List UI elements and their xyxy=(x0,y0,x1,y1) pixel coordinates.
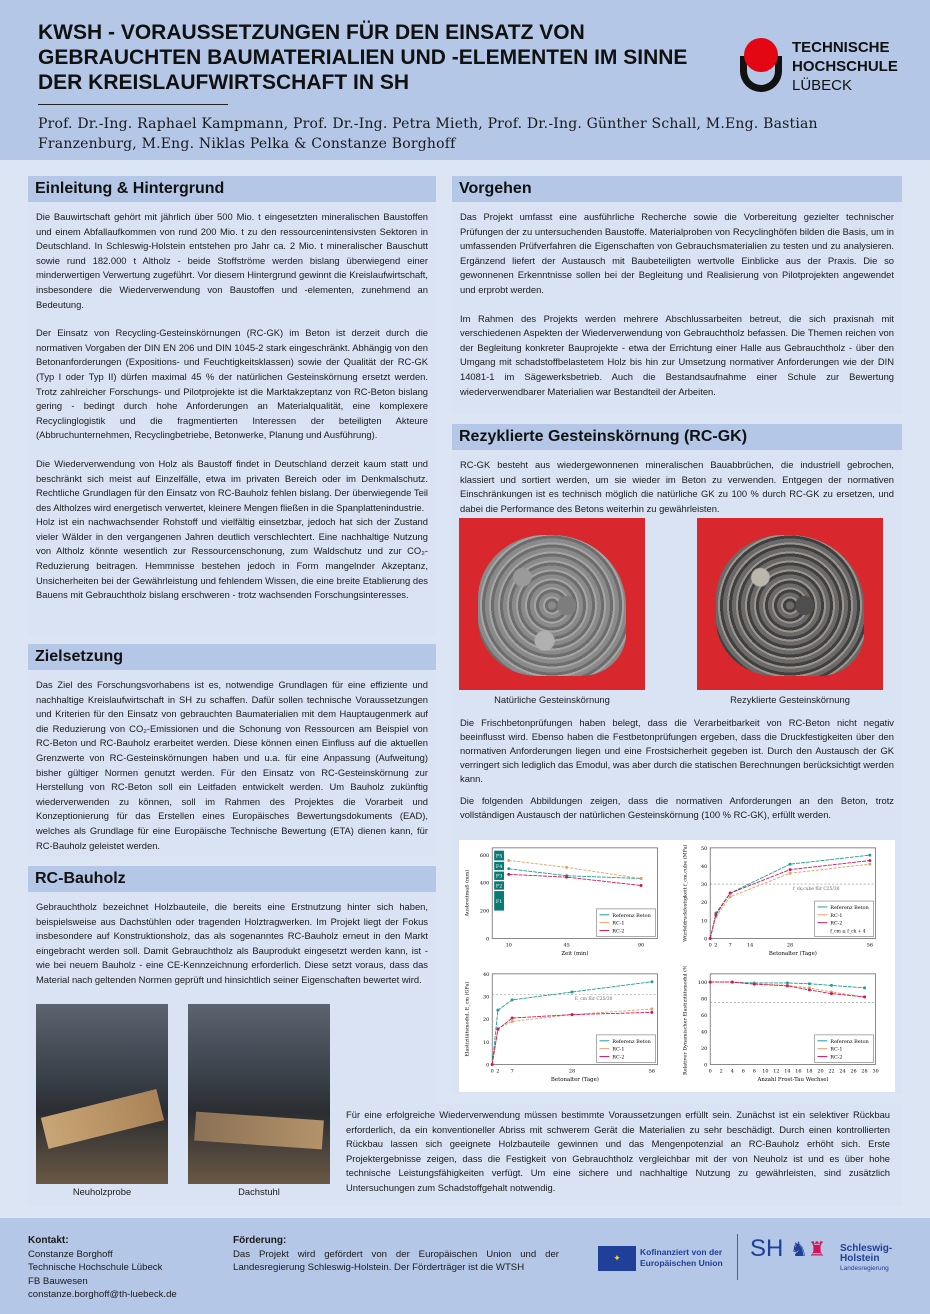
chart-emodul xyxy=(459,966,677,1092)
funding-text: Das Projekt wird gefördert von der Europäischen Union und der Landesregierung Schleswig-Holstein. Der Förderträger ist die WTSH xyxy=(233,1248,559,1273)
x-tick-label: 0 xyxy=(708,942,712,949)
x-tick-label: 28 xyxy=(568,1068,576,1075)
x-tick-label: 26 xyxy=(850,1068,857,1075)
y-tick-label: 400 xyxy=(479,880,490,887)
data-point xyxy=(789,863,792,866)
paragraph: Das Ziel des Forschungsvorhabens ist es, notwendige Grundlagen für eine effiziente und nachhaltige Kreislaufwirtschaft in SH zu schaffen. Dafür sollen technische Voraussetzungen und Kriterien für den Einsatz von gebrauchten Baumaterialien mit dem Hauptaugenmerk auf die Reduzierung von CO₂-Emissionen und die Schonung von Ressourcen am Beispiel von RC-Beton und RC-Bauholz erarbeitet werden. Diese können einen Einfluss auf die aktuellen Grenzwerte von RC-Gesteinskörnungen haben und u.a. für eine Anpassung (Aufweitung) bisher gültiger Normen genutzt werden. Für den Einsatz von RC-Gesteinskörnung zur Herstellung von RC-Beton soll ein Leitfaden entwickelt werden. Um Bauholz zukünftig wiederverwenden zu können, soll im Rahmen des Projektes die Vorarbeit und Konzeptionierung für das Erstellen eines Europäisches Bewertungsdokuments (EAD), welches als Grundlage für eine Europäische Technische Bewertung (ETA) dienen kann, für RC-Bauholz geleistet werden. xyxy=(36,679,428,851)
x-tick-label: 12 xyxy=(773,1068,780,1075)
data-point xyxy=(709,937,712,940)
photo-recycled-aggregate xyxy=(697,518,883,690)
section-einleitung xyxy=(28,176,436,636)
contact-email[interactable]: constanze.borghoff@th-luebeck.de xyxy=(28,1289,177,1300)
legend-label: RC-2 xyxy=(612,1054,625,1061)
data-point xyxy=(808,988,811,991)
divider xyxy=(737,1234,738,1280)
contact-line: Constanze Borghoff xyxy=(28,1248,113,1260)
legend-label: RC-2 xyxy=(612,928,625,935)
x-tick-label: 4 xyxy=(730,1068,734,1075)
y-tick-label: 50 xyxy=(701,845,708,852)
logo-line: LÜBECK xyxy=(792,77,853,94)
data-point xyxy=(808,982,811,985)
data-point xyxy=(709,981,712,984)
section-zielsetzung xyxy=(28,644,436,856)
legend-label: Referenz Beton xyxy=(612,912,651,919)
x-tick-label: 22 xyxy=(828,1068,835,1075)
authors: Prof. Dr.-Ing. Raphael Kampmann, Prof. Dr.-Ing. Petra Mieth, Prof. Dr.-Ing. Günther Schall, M.Eng. Bastian Franzenburg, M.Eng. Niklas Pelka & Constanze Borghoff xyxy=(38,116,818,152)
title-divider xyxy=(38,104,228,105)
contact-heading: Kontakt: xyxy=(28,1235,69,1246)
data-point xyxy=(496,1028,499,1031)
y-tick-label: 20 xyxy=(701,1045,708,1052)
band-label: F3 xyxy=(495,873,503,880)
data-point xyxy=(496,1009,499,1012)
data-point xyxy=(863,986,866,989)
section-heading: RC-Bauholz xyxy=(28,866,436,892)
section-heading: Vorgehen xyxy=(452,176,902,202)
data-point xyxy=(830,984,833,987)
photo-natural-aggregate xyxy=(459,518,645,690)
x-tick-label: 56 xyxy=(866,942,874,949)
x-tick-label: 18 xyxy=(806,1068,813,1075)
logo-icon xyxy=(740,38,782,92)
paragraph: Holz ist ein nachwachsender Rohstoff und vielfältig einsetzbar, jedoch hat sich der Zustand vieler Wälder in den vergangenen Jahren deutlich verschlechtert. Eine nachhaltige Nutzung von Altholz könnte wesentlich zur Ressourcenschonung, zum Waldschutz und zur CO₂-Reduzierung beitragen. Hemmnisse bestehen jedoch in Form mangelnder Akzeptanz, Unsicherheiten bei der Gewährleistung und fehlendem Wissen, die eine breite Etablierung des Bauens mit Gebrauchtholz bislang erschweren - trotz wachsenden Forschungsinteresses. xyxy=(36,516,428,601)
paragraph: Die Wiederverwendung von Holz als Baustoff findet in Deutschland derzeit kaum statt und beschränkt sich meist auf Einzelfälle, etwa im privaten Bereich oder im Denkmalschutz. Rechtliche Grundlagen für den Einsatz von RC-Bauholz fehlen bislang. Der überwiegende Teil des Altholzes wird energetisch verwertet, kleinere Mengen fließen in die Spanplattenindustrie. xyxy=(36,457,428,513)
x-tick-label: 2 xyxy=(714,942,718,949)
data-point xyxy=(565,866,568,869)
x-tick-label: 8 xyxy=(752,1068,756,1075)
caption: Neuholzprobe xyxy=(72,1186,132,1197)
data-point xyxy=(571,1013,574,1016)
sh-sub: Landesregierung xyxy=(840,1265,889,1272)
th-luebeck-logo xyxy=(740,38,898,95)
data-point xyxy=(863,995,866,998)
data-point xyxy=(868,863,871,866)
section-vorgehen xyxy=(452,176,902,414)
caption: Natürliche Gesteinskörnung xyxy=(494,694,610,705)
y-axis-label: Würfeldruckfestigkeit f_cm,cube (MPa) xyxy=(682,844,689,942)
data-point xyxy=(789,868,792,871)
x-tick-label: 7 xyxy=(510,1068,514,1075)
data-point xyxy=(868,854,871,857)
eu-flag-icon: ✦ xyxy=(598,1246,636,1271)
chart-svg xyxy=(459,966,677,1092)
y-tick-label: 20 xyxy=(483,1017,490,1024)
x-tick-label: 45 xyxy=(563,942,570,949)
y-tick-label: 20 xyxy=(701,900,708,907)
legend-label: Referenz Beton xyxy=(830,1038,869,1045)
band-label: F1 xyxy=(495,898,503,905)
paragraph: Der Einsatz von Recycling-Gesteinskörnungen (RC-GK) im Beton ist derzeit durch die normativen Vorgaben der DIN EN 206 und DIN 1045-2 stark eingeschränkt. Abhängig von den Betonanforderungen (Expositions- und Feuchtigkeitsklassen) sowie der Qualität der RC-GK (Typ I oder Typ II) dürfen maximal 45 % der natürlichen Gesteinskörnung ersetzt werden. Trotz zahlreicher Forschungs- und Pilotprojekte ist die Marktakzeptanz von RC-Beton bislang gering - bedingt durch hohe Anforderungen an Materialqualität, eine komplexere Recyclinglogistik und die fragmentierten Interessen der beteiligten Akteure (Abbruchunternehmen, Recyclingbetriebe, Betonwerke, Planung und Ausführung). xyxy=(36,327,428,441)
legend-label: RC-1 xyxy=(612,1046,625,1053)
legend-label: RC-1 xyxy=(830,1046,843,1053)
x-tick-label: 56 xyxy=(648,1068,656,1075)
x-tick-label: 2 xyxy=(496,1068,500,1075)
y-tick-label: 10 xyxy=(701,918,708,925)
photo-neuholzprobe xyxy=(36,1004,168,1184)
y-tick-label: 0 xyxy=(704,936,708,943)
data-point xyxy=(868,859,871,862)
charts-panel xyxy=(459,840,895,1092)
y-tick-label: 80 xyxy=(701,996,708,1003)
section-heading: Zielsetzung xyxy=(28,644,436,670)
eu-cofunded-text: Kofinanziert von der Europäischen Union xyxy=(640,1247,723,1268)
x-axis-label: Anzahl Frost-Tau Wechsel xyxy=(757,1077,829,1084)
data-point xyxy=(789,872,792,875)
x-tick-label: 6 xyxy=(741,1068,745,1075)
x-tick-label: 2 xyxy=(719,1068,723,1075)
paragraph: RC-GK besteht aus wiedergewonnenen mineralischen Bauabbrüchen, die industriell gebrochen, klassiert und sortiert werden, um sie wieder im Beton zu verwenden. Entgegen der normativen Einschränkungen ist es technisch möglich die natürliche GK zu 100 % durch RC-GK zu ersetzen, und dabei die Performance des Betons weiterhin zu gewährleisten. xyxy=(460,459,894,514)
x-tick-label: 0 xyxy=(490,1068,494,1075)
x-axis-label: Zeit (min) xyxy=(561,951,589,958)
paragraph: Im Rahmen des Projekts werden mehrere Abschlussarbeiten betreut, die sich praxisnah mit verschiedenen Aspekten der Wiederverwendung von Gebrauchtholz befassen. Die Themen reichen von der Begleitung konkreter Bauprojekte - etwa der Errichtung einer Halle aus Gebrauchtholz - über den Umgang mit schadstoffbelastetem Holz bis hin zur Umsetzung normativer Anforderungen wie der DIN 14081-1 im Sägewerksbetrieb. Auch die Bestandsaufnahme einer Schule zur Bewertung wiederverwendbarer Materialien war Bestandteil der Arbeiten. xyxy=(460,312,894,397)
data-point xyxy=(507,867,510,870)
sh-name: Schleswig-Holstein xyxy=(840,1243,893,1264)
x-tick-label: 20 xyxy=(817,1068,824,1075)
paragraph: Die Frischbetonprüfungen haben belegt, dass die Verarbeitbarkeit von RC-Beton nicht negativ beeinflusst wird. Ebenso haben die Festbetonprüfungen ergeben, dass die Druckfestigkeiten über den normativen Anforderungen liegen und eine Frostsicherheit gegeben ist. Durch den Austausch der GK verringert sich lediglich das Emodul, was aber durch die statischen Berechnungen berücksichtigt werden kann. xyxy=(460,717,894,784)
legend-label: RC-2 xyxy=(830,1054,843,1061)
y-axis-label: Relativer Dynamischer Elastizitätsmodul (%) xyxy=(682,966,689,1075)
data-point xyxy=(786,984,789,987)
x-tick-label: 10 xyxy=(505,942,512,949)
y-tick-label: 40 xyxy=(701,1029,708,1036)
contact-line: Technische Hochschule Lübeck xyxy=(28,1262,163,1273)
legend-label: f_cm ≥ f_ck + 4 xyxy=(830,929,866,935)
x-tick-label: 28 xyxy=(786,942,794,949)
data-point xyxy=(640,884,643,887)
data-point xyxy=(714,913,717,916)
sh-logo-text: SH xyxy=(750,1235,784,1262)
paragraph: Die folgenden Abbildungen zeigen, dass die normativen Anforderungen an den Beton, trotz vollständigen Austausch der natürlichen Gesteinskörnung (100 % RC-GK), erfüllt werden. xyxy=(460,795,894,820)
paragraph: Gebrauchtholz bezeichnet Holzbauteile, die bereits eine Erstnutzung hinter sich haben, beispielsweise aus Dachstühlen oder tragenden Holztragwerken. Im Projekt liegt der Fokus insbesondere auf Konstruktionsholz, das als sogenanntes RC-Bauholz erneut in den Markt eingebracht werden soll. Damit Gebrauchtholz als Bauprodukt eingesetzt werden kann, ist - wie bei neuem Bauholz - eine CE-Kennzeichnung erforderlich. Diese setzt voraus, dass das Material nach geltenden Normen geprüft und hinsichtlich seiner Eigenschaften bewertet wird. xyxy=(36,901,428,985)
y-tick-label: 0 xyxy=(486,936,490,943)
y-tick-label: 0 xyxy=(486,1062,490,1069)
photo-dachstuhl xyxy=(188,1004,330,1184)
x-tick-label: 30 xyxy=(872,1068,879,1075)
data-point xyxy=(511,1017,514,1020)
data-point xyxy=(830,992,833,995)
x-axis-label: Betonalter (Tage) xyxy=(550,1077,599,1084)
legend-label: RC-2 xyxy=(830,920,843,927)
caption: Rezyklierte Gesteinskörnung xyxy=(730,694,850,705)
sh-coat-of-arms-icon: ♞♜ xyxy=(790,1239,826,1261)
poster-title: KWSH - VORAUSSETZUNGEN FÜR DEN EINSATZ VON GEBRAUCHTEN BAUMATERIALIEN UND -ELEMENTEN IM SINNE DER KREISLAUFWIRTSCHAFT IN SH xyxy=(38,21,688,94)
data-point xyxy=(511,998,514,1001)
data-point xyxy=(731,981,734,984)
threshold-label: f_ck,cube für C25/30 xyxy=(792,887,840,893)
band-label: F4 xyxy=(495,863,503,870)
contact-line: FB Bauwesen xyxy=(28,1275,88,1287)
footer xyxy=(0,1218,930,1314)
data-point xyxy=(650,980,653,983)
bauholz-continued xyxy=(342,1104,902,1206)
section-heading: Rezyklierte Gesteinskörnung (RC-GK) xyxy=(452,424,902,450)
y-tick-label: 200 xyxy=(479,908,490,915)
paragraph: Das Projekt umfasst eine ausführliche Recherche sowie die Vorbereitung gezielter technischer Prüfungen der zu untersuchenden Baustoffe. Materialproben von Recyclinghöfen bilden die Basis, um in umfassenden Prüfverfahren die Eigenschaften von Gebrauchsmaterialien zu testen und zu analysieren. Ergänzend liefert der Austausch mit Baubeteiligten wertvolle Einblicke aus der Praxis. Die so gewonnenen Erkenntnisse sollen bei der Begleitung und Realisierung von Pilotprojekten angewendet und erprobt werden. xyxy=(460,211,894,295)
data-point xyxy=(650,1011,653,1014)
legend-label: RC-1 xyxy=(612,920,625,927)
x-tick-label: 28 xyxy=(861,1068,868,1075)
y-tick-label: 40 xyxy=(701,863,708,870)
paragraph: Die Bauwirtschaft gehört mit jährlich über 500 Mio. t eingesetzten mineralischen Baustoffen und einem Abfallaufkommen von rund 200 Mio. t zu den ressourcenintensivsten Sektoren in Deutschland. In Schleswig-Holstein entstehen pro Jahr ca. 2 Mio. t mineralischer Bauschutt sowie rund 182.000 t Altholz - beide Stoffströme werden bislang überwiegend einer minderwertigen Verwertung zugeführt. Vor diesem Hintergrund gewinnt die Kreislaufwirtschaft, insbesondere die Wiederverwendung von Baustoffen und -elementen, zunehmend an Bedeutung. xyxy=(36,211,428,310)
chart-svg xyxy=(677,840,895,966)
band-label: F5 xyxy=(495,853,503,860)
y-axis-label: Elastizitätsmodul, E_cm (GPa) xyxy=(464,981,471,1057)
funding-heading: Förderung: xyxy=(233,1235,287,1246)
x-tick-label: 10 xyxy=(762,1068,769,1075)
x-axis-label: Betonalter (Tage) xyxy=(768,951,817,958)
y-tick-label: 600 xyxy=(479,852,490,859)
paragraph: Für eine erfolgreiche Wiederverwendung müssen bestimmte Voraussetzungen erfüllt sein. Zunächst ist ein selektiver Rückbau erforderlich, da ein konventioneller Abriss mit schwerem Gerät die Materialien zu sehr beschädigt. Durch einen kontrollierten Rückbau lassen sich geeignete Holzbauteile gewinnen und das Mengenpotenzial an RC-Bauholz erhöht sich. Erste Projektergebnisse zeigen, dass die Festigkeit von Gebrauchtholz vergleichbar mit der von Neuholz ist und es über hohe technische Leistungsfähigkeiten verfügt. Um eine sichere und nachhaltige Nutzung zu gewährleisten, sind zusätzlich Untersuchungen zum Schadstoffgehalt notwendig. xyxy=(346,1109,890,1193)
y-tick-label: 30 xyxy=(483,994,490,1001)
y-tick-label: 100 xyxy=(697,980,708,987)
data-point xyxy=(729,895,732,898)
x-tick-label: 16 xyxy=(795,1068,802,1075)
legend-label: RC-1 xyxy=(830,912,843,919)
y-tick-label: 30 xyxy=(701,882,708,889)
data-point xyxy=(650,1007,653,1010)
x-tick-label: 24 xyxy=(839,1068,846,1075)
data-point xyxy=(565,876,568,879)
logo-line: HOCHSCHULE xyxy=(792,58,898,75)
legend-label: Referenz Beton xyxy=(830,904,869,911)
data-point xyxy=(491,1063,494,1066)
chart-svg xyxy=(677,966,895,1092)
section-heading: Einleitung & Hintergrund xyxy=(28,176,436,202)
data-point xyxy=(729,892,732,895)
data-point xyxy=(507,859,510,862)
caption: Dachstuhl xyxy=(238,1186,280,1197)
y-tick-label: 40 xyxy=(483,971,490,978)
x-tick-label: 90 xyxy=(637,942,645,949)
x-tick-label: 14 xyxy=(784,1068,791,1075)
data-point xyxy=(507,873,510,876)
data-point xyxy=(511,1020,514,1023)
x-tick-label: 7 xyxy=(728,942,732,949)
y-axis-label: Ausbreitmaß (mm) xyxy=(464,869,471,917)
data-point xyxy=(571,991,574,994)
chart-druckfestigkeit xyxy=(677,840,895,966)
legend-label: Referenz Beton xyxy=(612,1038,651,1045)
chart-svg xyxy=(459,840,677,966)
data-point xyxy=(753,983,756,986)
chart-ausbreitmass xyxy=(459,840,677,966)
logo-line: TECHNISCHE xyxy=(792,39,890,56)
y-tick-label: 60 xyxy=(701,1013,708,1020)
x-tick-label: 0 xyxy=(708,1068,712,1075)
poster-header xyxy=(0,0,930,160)
y-tick-label: 10 xyxy=(483,1039,490,1046)
y-tick-label: 0 xyxy=(704,1062,708,1069)
data-point xyxy=(640,877,643,880)
band-label: F2 xyxy=(495,883,503,890)
x-tick-label: 14 xyxy=(746,942,754,949)
threshold-label: E_cm für C25/30 xyxy=(574,997,613,1003)
chart-frost-tau xyxy=(677,966,895,1092)
